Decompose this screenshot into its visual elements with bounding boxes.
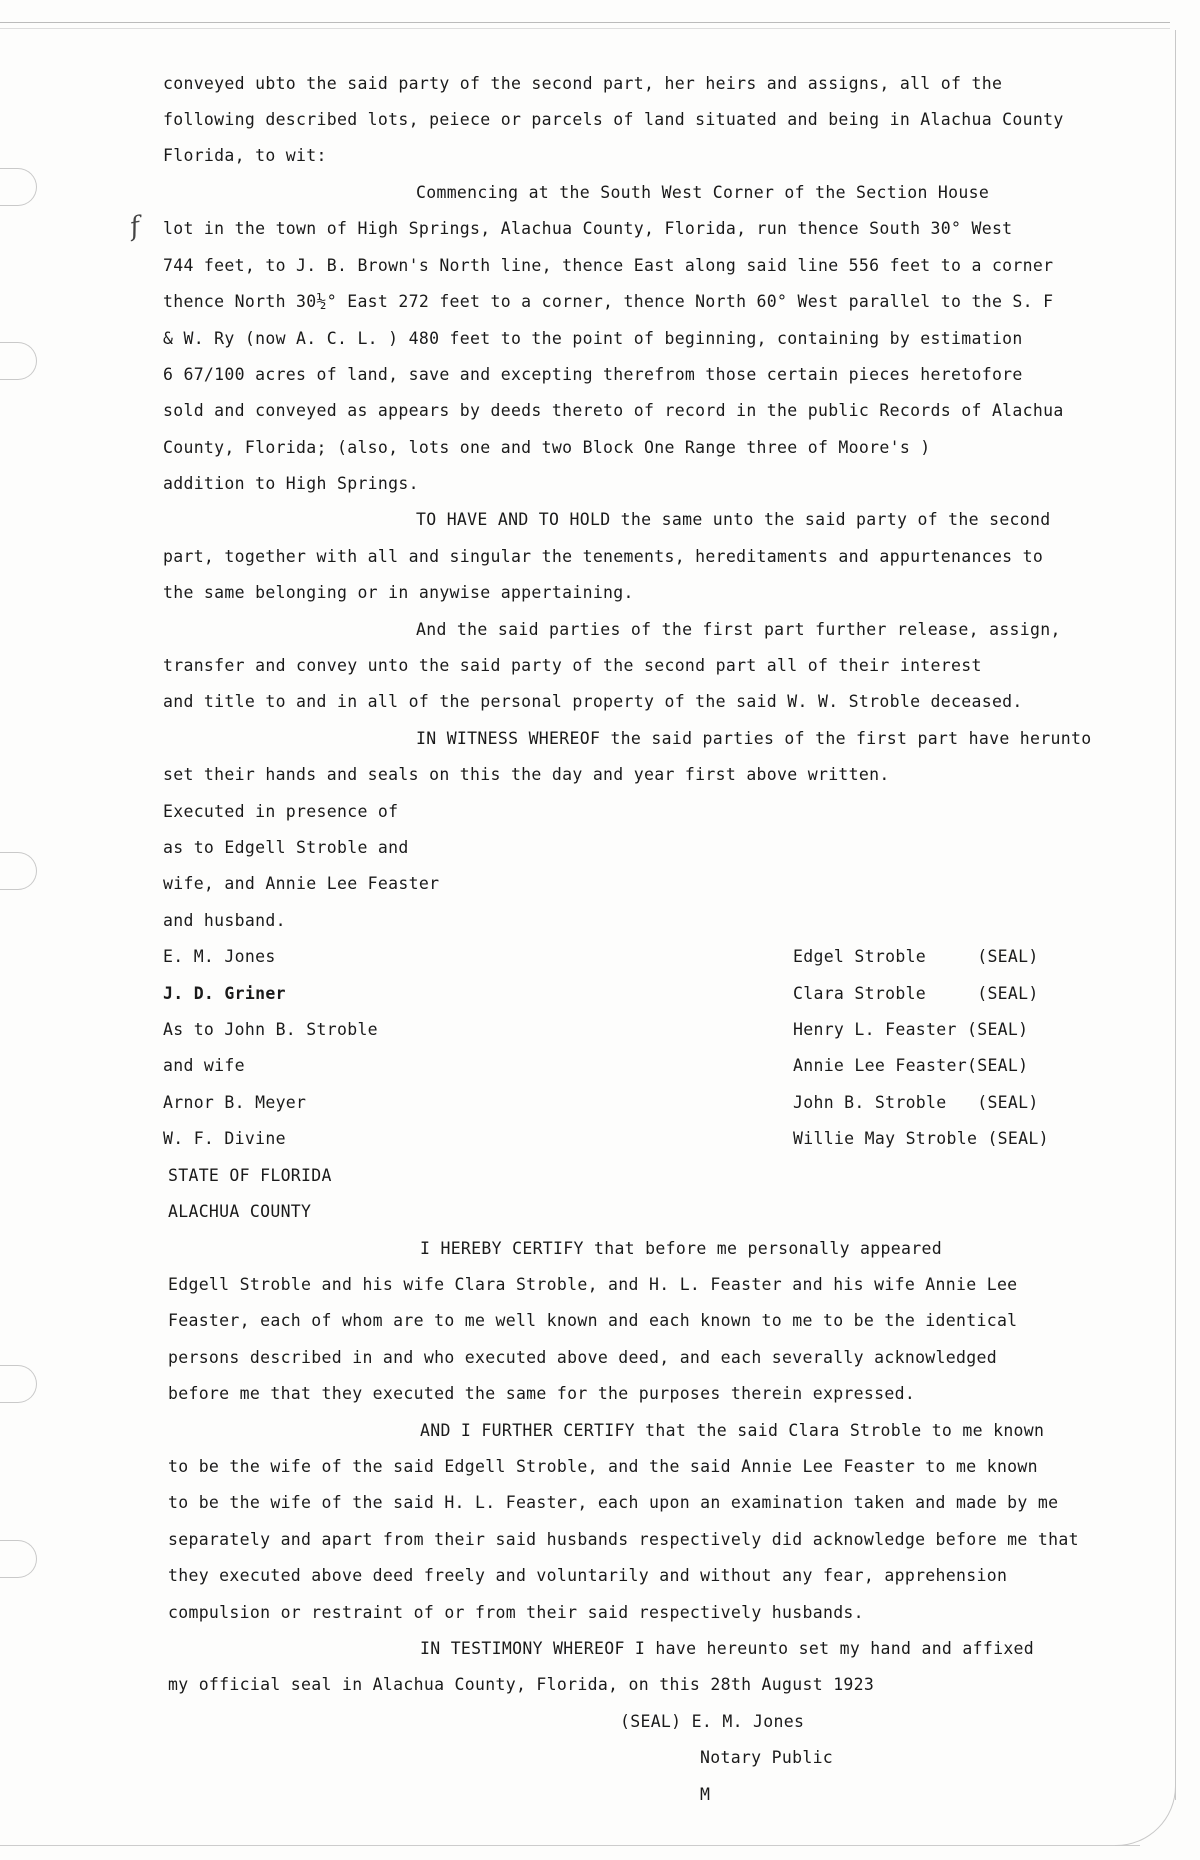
witness-line: As to John B. Stroble [163, 1020, 378, 1039]
body-line: to be the wife of the said H. L. Feaster, each upon an examination taken and made by me [168, 1493, 1059, 1512]
page-top-rule-2 [0, 28, 1170, 29]
body-line: compulsion or restraint of or from their said respectively husbands. [168, 1603, 864, 1622]
body-line: lot in the town of High Springs, Alachua County, Florida, run thence South 30° West [163, 219, 1013, 238]
signature-line: Henry L. Feaster (SEAL) [793, 1020, 1029, 1039]
page-right-edge [1175, 30, 1176, 1800]
testimony-heading: IN TESTIMONY WHEREOF I have hereunto set my hand and affixed [420, 1639, 1035, 1658]
body-line: to be the wife of the said Edgell Stroble, and the said Annie Lee Feaster to me known [168, 1457, 1038, 1476]
page-bottom-edge [0, 1845, 1140, 1846]
body-line: Florida, to wit: [163, 146, 327, 165]
body-line: & W. Ry (now A. C. L. ) 480 feet to the point of beginning, containing by estimation [163, 329, 1023, 348]
signature-line: Edgel Stroble (SEAL) [793, 947, 1039, 966]
punch-hole [0, 168, 37, 206]
punch-hole [0, 1365, 37, 1403]
habendum-heading: TO HAVE AND TO HOLD the same unto the said party of the second [416, 510, 1051, 529]
witness-line: as to Edgell Stroble and [163, 838, 409, 857]
body-line: part, together with all and singular the tenements, hereditaments and appurtenances to [163, 547, 1044, 566]
witness-name: W. F. Divine [163, 1129, 286, 1148]
body-line: transfer and convey unto the said party of the second part all of their interest [163, 656, 982, 675]
body-line: before me that they executed the same for the purposes therein expressed. [168, 1384, 916, 1403]
body-line: addition to High Springs. [163, 474, 419, 493]
page-marker: M [700, 1785, 711, 1804]
body-line: persons described in and who executed above deed, and each severally acknowledged [168, 1348, 997, 1367]
witness-line: wife, and Annie Lee Feaster [163, 874, 440, 893]
signature-line: Willie May Stroble (SEAL) [793, 1129, 1049, 1148]
body-line: thence North 30½° East 272 feet to a corner, thence North 60° West parallel to the S. F [163, 292, 1054, 311]
notary-title: Notary Public [700, 1748, 834, 1767]
venue-state: STATE OF FLORIDA [168, 1166, 332, 1185]
body-line: Commencing at the South West Corner of the Section House [416, 183, 990, 202]
body-line: conveyed ubto the said party of the second part, her heirs and assigns, all of the [163, 74, 1003, 93]
certify-heading: I HEREBY CERTIFY that before me personally appeared [420, 1239, 942, 1258]
witness-heading: IN WITNESS WHEREOF the said parties of the first part have herunto [416, 729, 1092, 748]
body-line: Edgell Stroble and his wife Clara Stroble, and H. L. Feaster and his wife Annie Lee [168, 1275, 1018, 1294]
page-top-rule [0, 22, 1170, 23]
venue-county: ALACHUA COUNTY [168, 1202, 312, 1221]
body-line: separately and apart from their said husbands respectively did acknowledge before me that [168, 1530, 1079, 1549]
body-line: and title to and in all of the personal property of the said W. W. Stroble deceased. [163, 692, 1023, 711]
punch-hole [0, 1540, 37, 1578]
further-certify-heading: AND I FURTHER CERTIFY that the said Clara Stroble to me known [420, 1421, 1045, 1440]
witness-line: Executed in presence of [163, 802, 399, 821]
punch-hole [0, 852, 37, 890]
signature-line: Clara Stroble (SEAL) [793, 984, 1039, 1003]
body-line: the same belonging or in anywise appertaining. [163, 583, 634, 602]
page-curled-corner [1115, 1785, 1176, 1846]
body-line: sold and conveyed as appears by deeds thereto of record in the public Records of Alachua [163, 401, 1064, 420]
signature-line: John B. Stroble (SEAL) [793, 1093, 1039, 1112]
body-line: 744 feet, to J. B. Brown's North line, thence East along said line 556 feet to a corner [163, 256, 1054, 275]
witness-name: E. M. Jones [163, 947, 276, 966]
notary-signature: (SEAL) E. M. Jones [620, 1712, 805, 1731]
signature-line: Annie Lee Feaster(SEAL) [793, 1056, 1029, 1075]
body-line: following described lots, peiece or parcels of land situated and being in Alachua County [163, 110, 1064, 129]
body-line: 6 67/100 acres of land, save and excepting therefrom those certain pieces heretofore [163, 365, 1023, 384]
witness-line: and husband. [163, 911, 286, 930]
witness-name: Arnor B. Meyer [163, 1093, 307, 1112]
body-line: they executed above deed freely and voluntarily and without any fear, apprehension [168, 1566, 1008, 1585]
witness-line: and wife [163, 1056, 245, 1075]
punch-hole [0, 342, 37, 380]
margin-check-mark: f [127, 211, 143, 243]
body-line: set their hands and seals on this the day and year first above written. [163, 765, 890, 784]
body-line: my official seal in Alachua County, Florida, on this 28th August 1923 [168, 1675, 875, 1694]
body-line: County, Florida; (also, lots one and two Block One Range three of Moore's ) [163, 438, 931, 457]
body-line: And the said parties of the first part further release, assign, [416, 620, 1061, 639]
witness-name: J. D. Griner [163, 984, 286, 1003]
body-line: Feaster, each of whom are to me well known and each known to me to be the identical [168, 1311, 1018, 1330]
